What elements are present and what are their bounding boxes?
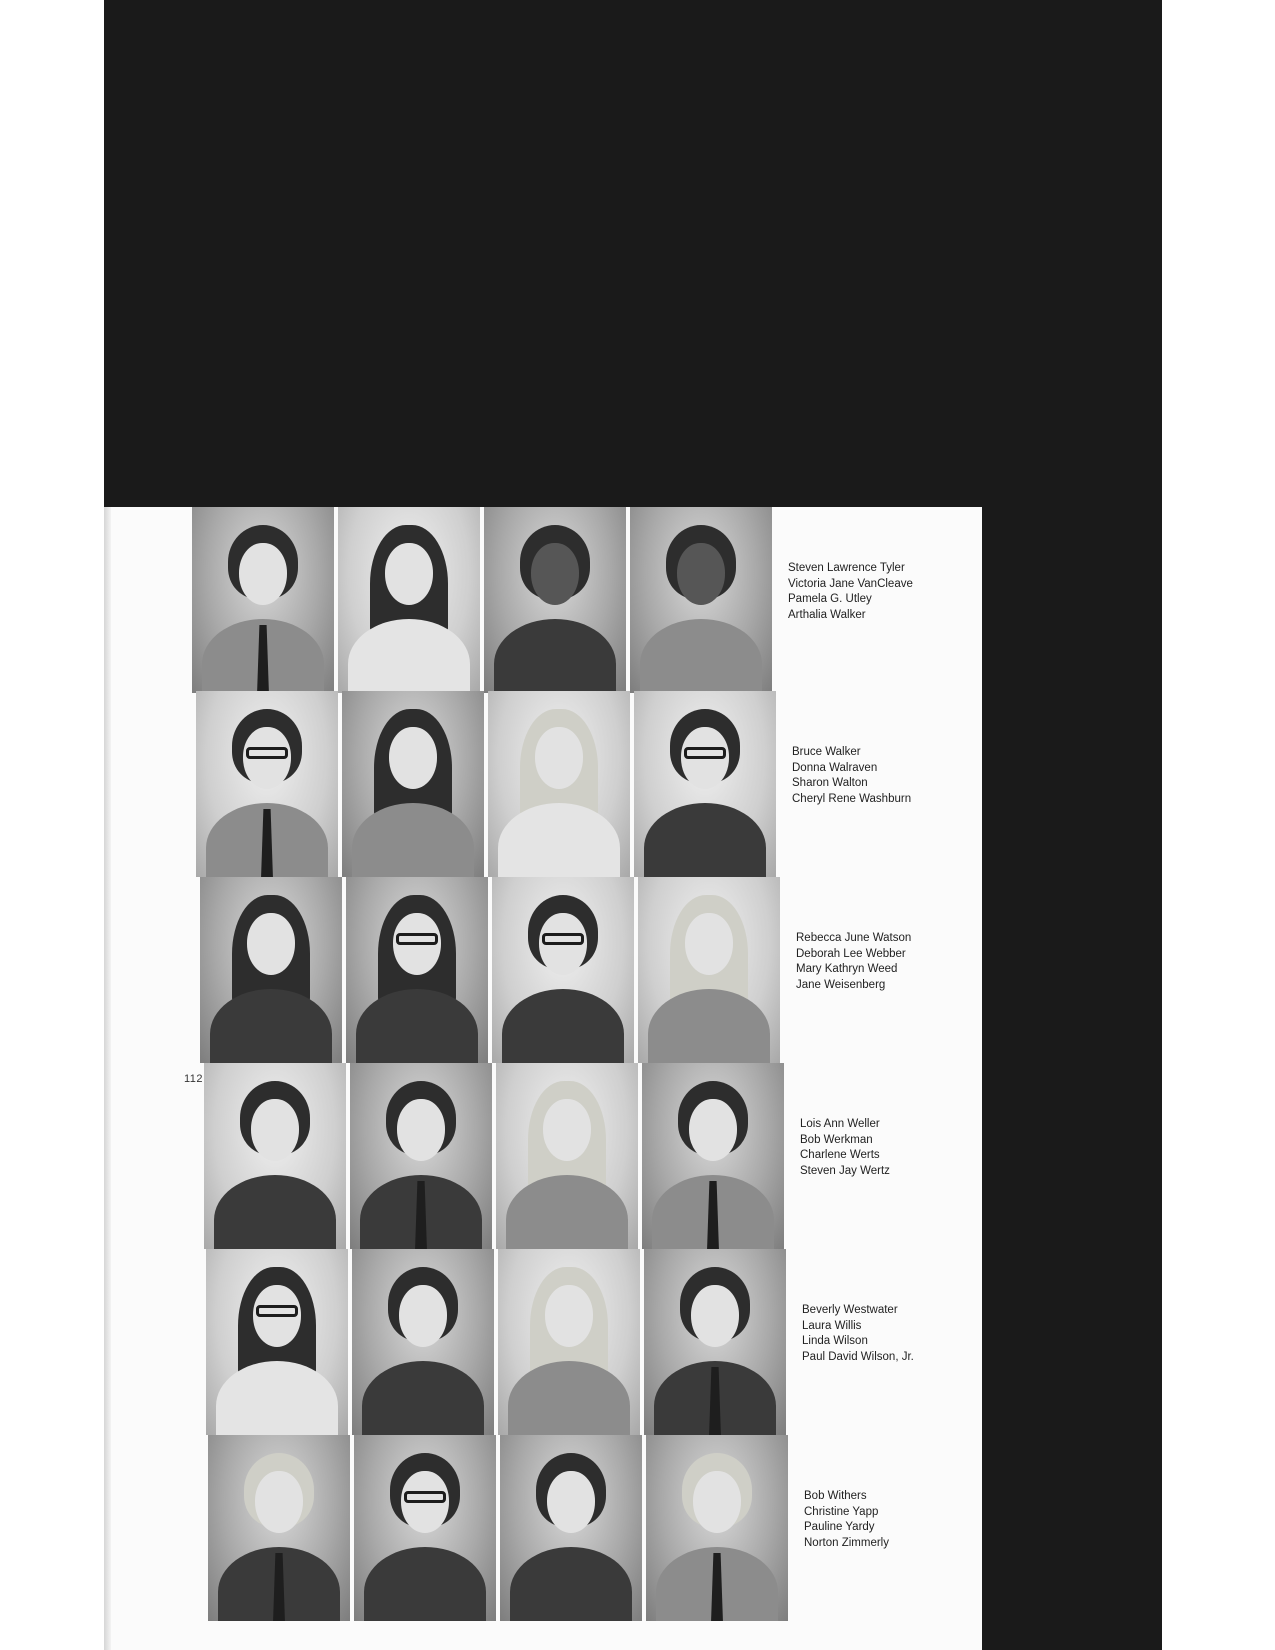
portrait-face xyxy=(689,1099,737,1161)
student-name: Rebecca June Watson xyxy=(796,932,912,944)
student-name: Bob Werkman xyxy=(800,1133,873,1146)
portrait-shoulders xyxy=(648,989,770,1063)
portrait-face xyxy=(685,913,733,975)
portrait-shoulders xyxy=(498,803,620,877)
portrait-face xyxy=(385,543,433,605)
student-name: Norton Zimmerly xyxy=(804,1536,889,1549)
student-portrait xyxy=(200,877,342,1063)
page-spine xyxy=(104,507,111,1650)
portrait-face xyxy=(547,1471,595,1533)
student-portrait xyxy=(498,1249,640,1435)
name-caption-list xyxy=(792,745,911,807)
portrait-shoulders xyxy=(494,619,616,693)
portrait-glasses xyxy=(684,747,726,759)
student-name: Bob Withers xyxy=(804,1490,867,1502)
student-portrait xyxy=(354,1435,496,1621)
student-portrait xyxy=(350,1063,492,1249)
portrait-face xyxy=(389,727,437,789)
student-name: Deborah Lee Webber xyxy=(796,947,906,960)
portrait-shoulders xyxy=(216,1361,338,1435)
student-portrait xyxy=(500,1435,642,1621)
portrait-strip xyxy=(192,507,772,693)
portrait-shoulders xyxy=(508,1361,630,1435)
yearbook-page xyxy=(104,507,982,1650)
student-name: Lois Ann Weller xyxy=(800,1118,880,1130)
student-portrait xyxy=(346,877,488,1063)
student-name: Christine Yapp xyxy=(804,1505,879,1518)
student-name: Charlene Werts xyxy=(800,1149,880,1161)
portrait-shoulders xyxy=(210,989,332,1063)
student-name: Donna Walraven xyxy=(792,761,878,774)
portrait-face xyxy=(545,1285,593,1347)
name-caption-list xyxy=(796,931,911,993)
student-name: Bruce Walker xyxy=(792,746,861,758)
student-name: Jane Weisenberg xyxy=(796,978,886,991)
portrait-strip xyxy=(204,1063,784,1249)
student-portrait xyxy=(642,1063,784,1249)
portrait-glasses xyxy=(396,933,438,945)
portrait-shoulders xyxy=(644,803,766,877)
student-name: Steven Jay Wertz xyxy=(800,1164,890,1177)
student-portrait xyxy=(352,1249,494,1435)
student-name: Pamela G. Utley xyxy=(788,593,872,605)
student-name: Steven Lawrence Tyler xyxy=(788,562,905,574)
student-name: Pauline Yardy xyxy=(804,1521,875,1533)
student-portrait xyxy=(484,507,626,693)
portrait-face xyxy=(399,1285,447,1347)
student-portrait xyxy=(492,877,634,1063)
student-name: Paul David Wilson, Jr. xyxy=(802,1350,914,1363)
portrait-glasses xyxy=(404,1491,446,1503)
portrait-shoulders xyxy=(348,619,470,693)
student-portrait xyxy=(496,1063,638,1249)
portrait-face xyxy=(535,727,583,789)
portrait-face xyxy=(677,543,725,605)
student-portrait xyxy=(644,1249,786,1435)
student-name: Arthalia Walker xyxy=(788,608,866,621)
portrait-face xyxy=(247,913,295,975)
page-number: 112 xyxy=(184,1073,204,1085)
student-name: Mary Kathryn Weed xyxy=(796,963,898,975)
student-portrait xyxy=(206,1249,348,1435)
student-portrait xyxy=(338,507,480,693)
student-name: Sharon Walton xyxy=(792,777,868,789)
portrait-shoulders xyxy=(506,1175,628,1249)
student-portrait xyxy=(488,691,630,877)
portrait-shoulders xyxy=(640,619,762,693)
portrait-shoulders xyxy=(362,1361,484,1435)
student-portrait xyxy=(192,507,334,693)
portrait-shoulders xyxy=(364,1547,486,1621)
portrait-strip xyxy=(208,1435,788,1621)
portrait-strip xyxy=(200,877,780,1063)
portrait-shoulders xyxy=(502,989,624,1063)
student-name: Beverly Westwater xyxy=(802,1304,898,1316)
portrait-face xyxy=(691,1285,739,1347)
name-caption-list xyxy=(804,1489,889,1551)
portrait-face xyxy=(255,1471,303,1533)
student-portrait xyxy=(208,1435,350,1621)
portrait-face xyxy=(531,543,579,605)
portrait-strip xyxy=(196,691,776,877)
portrait-shoulders xyxy=(352,803,474,877)
portrait-face xyxy=(239,543,287,605)
student-name: Victoria Jane VanCleave xyxy=(788,577,913,590)
student-portrait xyxy=(196,691,338,877)
student-name: Linda Wilson xyxy=(802,1335,868,1347)
portrait-glasses xyxy=(542,933,584,945)
portrait-shoulders xyxy=(214,1175,336,1249)
name-caption-list xyxy=(788,561,913,623)
student-name: Laura Willis xyxy=(802,1319,862,1332)
portrait-face xyxy=(543,1099,591,1161)
student-portrait xyxy=(204,1063,346,1249)
student-portrait xyxy=(630,507,772,693)
student-portrait xyxy=(634,691,776,877)
portrait-shoulders xyxy=(510,1547,632,1621)
portrait-face xyxy=(693,1471,741,1533)
portrait-face xyxy=(251,1099,299,1161)
student-portrait xyxy=(646,1435,788,1621)
portrait-shoulders xyxy=(356,989,478,1063)
name-caption-list xyxy=(800,1117,890,1179)
portrait-face xyxy=(397,1099,445,1161)
student-name: Cheryl Rene Washburn xyxy=(792,792,912,805)
portrait-strip xyxy=(206,1249,786,1435)
student-portrait xyxy=(342,691,484,877)
portrait-glasses xyxy=(256,1305,298,1317)
name-caption-list xyxy=(802,1303,914,1365)
student-portrait xyxy=(638,877,780,1063)
portrait-glasses xyxy=(246,747,288,759)
